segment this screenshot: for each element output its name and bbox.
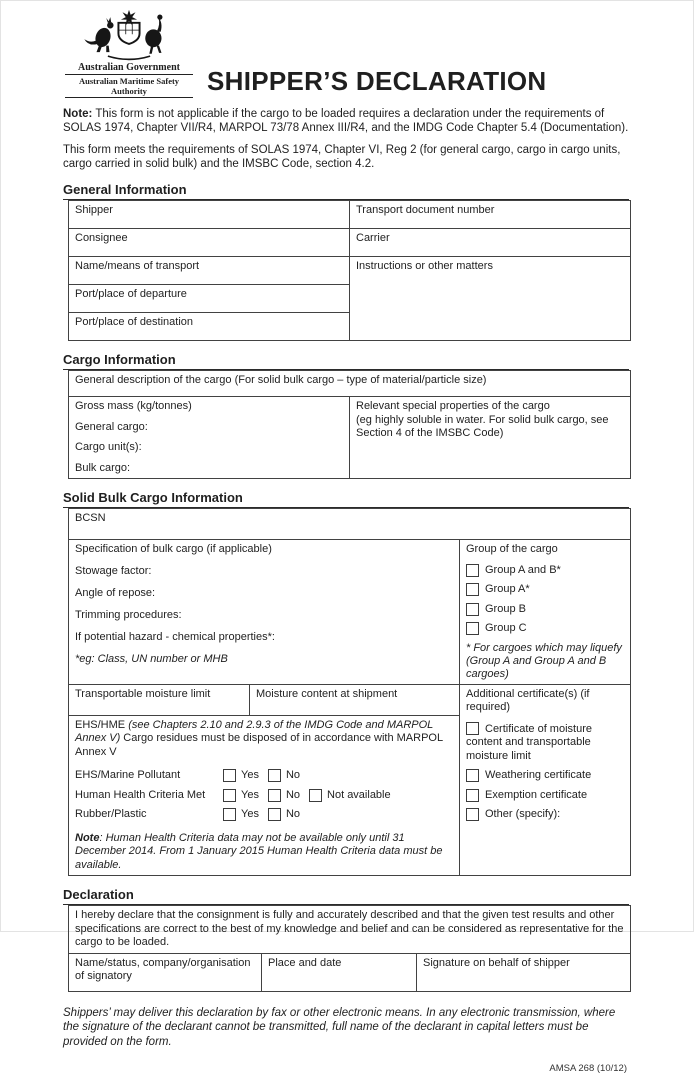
certificate-moisture-option[interactable]	[466, 722, 624, 764]
rubber-no-option[interactable]: No	[268, 808, 300, 822]
checkbox-label: Group C	[485, 622, 527, 634]
moisture-content-label: Moisture content at shipment	[256, 687, 398, 700]
note-label: Note:	[63, 108, 93, 120]
table-row	[69, 540, 631, 685]
checkbox-label: Group A*	[485, 583, 530, 595]
means-of-transport-field[interactable]	[69, 257, 350, 285]
group-a-option[interactable]	[466, 583, 624, 597]
group-a-and-b-option[interactable]	[466, 564, 624, 578]
ehs-hme-text: EHS/HME (see Chapters 2.10 and 2.9.3 of the IMDG Code and MARPOL Annex V) Cargo residues must be disposed of in accordance with MARPOL Annex V	[75, 718, 443, 758]
cargo-group-label: Group of the cargo	[466, 543, 558, 555]
form-page	[1, 1, 693, 1074]
exemption-certificate-checkbox[interactable]	[466, 789, 479, 802]
section-cargo-information	[63, 352, 629, 479]
human-health-criteria-row	[75, 789, 453, 803]
table-row	[69, 371, 631, 397]
checkbox-label: Exemption certificate	[485, 788, 588, 801]
hhc-not-available-checkbox[interactable]	[309, 789, 322, 802]
section-general-information	[63, 182, 629, 341]
additional-certificates-label: Additional certificate(s) (if required)	[466, 687, 590, 713]
table-row	[69, 201, 631, 229]
liquefy-note-line2: (Group A and Group A and B cargoes)	[466, 654, 607, 680]
tml-field[interactable]	[69, 684, 250, 715]
table-row	[69, 257, 631, 285]
ehs-marine-pollutant-row	[75, 769, 453, 783]
human-health-note: Note: Human Health Criteria data may not be available only until 31 December 2014. From 1 January 2015 Human Health Criteria data must be available.	[75, 831, 443, 871]
special-properties-field[interactable]	[350, 397, 631, 479]
bcsn-label: BCSN	[75, 512, 106, 524]
ehs-yes-checkbox[interactable]	[223, 769, 236, 782]
ehs-no-checkbox[interactable]	[268, 769, 281, 782]
certificate-moisture-checkbox[interactable]	[466, 722, 479, 735]
instructions-field[interactable]	[350, 257, 631, 341]
checkbox-label: Weathering certificate	[485, 769, 592, 781]
special-properties-label: Relevant special properties of the cargo	[356, 400, 550, 412]
trimming-procedures-label: Trimming procedures:	[75, 609, 182, 621]
gov-label: Australian Government	[78, 62, 180, 73]
liquefy-note-line1: * For cargoes which may liquefy	[466, 641, 622, 654]
exemption-certificate-option[interactable]	[466, 789, 624, 803]
group-b-option[interactable]	[466, 603, 624, 617]
bulk-cargo-label: Bulk cargo:	[75, 461, 131, 474]
weathering-certificate-checkbox[interactable]	[466, 769, 479, 782]
signatory-field[interactable]	[69, 953, 262, 991]
bulk-specification-label: Specification of bulk cargo (if applicable)	[75, 543, 272, 555]
solid-bulk-heading: Solid Bulk Cargo Information	[63, 490, 629, 508]
port-of-destination-field[interactable]	[69, 313, 350, 341]
applicability-note	[63, 107, 629, 135]
moisture-content-field[interactable]	[250, 684, 460, 715]
general-information-heading: General Information	[63, 182, 629, 200]
cargo-information-heading: Cargo Information	[63, 352, 629, 370]
ehs-marine-pollutant-label: EHS/Marine Pollutant	[75, 769, 181, 781]
coat-of-arms-icon	[70, 9, 188, 61]
logo-divider-bottom	[65, 97, 193, 98]
port-of-destination-label: Port/place of destination	[75, 316, 194, 328]
signatory-label: Name/status, company/organisation of signatory	[75, 956, 251, 982]
rubber-no-checkbox[interactable]	[268, 808, 281, 821]
section-solid-bulk	[63, 490, 629, 876]
ehs-no-option[interactable]: No	[268, 769, 300, 783]
ehs-hme-field	[69, 715, 460, 876]
page-title: SHIPPER’S DECLARATION	[207, 66, 547, 96]
group-a-and-b-checkbox[interactable]	[466, 564, 479, 577]
note-text: This form is not applicable if the cargo to be loaded requires a declaration under the requirements of SOLAS 1974, Chapter VII/R4, MARPOL 73/78 Annex III/R4, and the IMDG Code Chapter 5.4 (Documentation).	[63, 108, 629, 134]
note-label: Note	[75, 831, 100, 844]
port-of-departure-label: Port/place of departure	[75, 288, 187, 300]
gross-mass-field[interactable]	[69, 397, 350, 479]
rubber-plastic-row	[75, 808, 453, 822]
checkbox-label: Other (specify):	[485, 808, 561, 820]
transport-document-number-label: Transport document number	[356, 204, 495, 216]
hhc-not-available-option[interactable]: Not available	[309, 789, 391, 803]
rubber-plastic-label: Rubber/Plastic	[75, 808, 147, 820]
electronic-transmission-note: Shippers’ may deliver this declaration by fax or other electronic means. In any electronic transmission, where the signature of the declarant cannot be transmitted, full name of the declarant in capital letters must be provided on the form.	[63, 1006, 616, 1048]
general-cargo-label: General cargo:	[75, 420, 148, 433]
rubber-yes-checkbox[interactable]	[223, 808, 236, 821]
table-row	[69, 684, 631, 715]
place-and-date-label: Place and date	[268, 956, 342, 969]
header	[63, 9, 629, 99]
hazard-example-note: *eg: Class, UN number or MHB	[75, 653, 228, 665]
signature-field[interactable]	[417, 953, 631, 991]
rubber-yes-option[interactable]: Yes	[223, 808, 259, 822]
weathering-certificate-option[interactable]	[466, 769, 624, 783]
agency-label: Australian Maritime Safety Authority	[78, 76, 180, 96]
hhc-no-checkbox[interactable]	[268, 789, 281, 802]
table-row	[69, 906, 631, 954]
cargo-information-table	[68, 370, 631, 479]
checkbox-label: Group B	[485, 602, 526, 615]
other-specify-option[interactable]	[466, 808, 624, 822]
stowage-factor-label: Stowage factor:	[75, 565, 152, 577]
potential-hazard-label: If potential hazard - chemical properties*:	[75, 631, 275, 643]
declaration-table	[68, 905, 631, 992]
hhc-no-option[interactable]: No	[268, 789, 300, 803]
group-c-option[interactable]	[466, 622, 624, 636]
consignee-field[interactable]	[69, 229, 350, 257]
bulk-specification-field[interactable]	[69, 540, 460, 685]
shipper-field[interactable]	[69, 201, 350, 229]
hhc-yes-checkbox[interactable]	[223, 789, 236, 802]
form-number: AMSA 268 (10/12)	[549, 1063, 627, 1074]
additional-certificates-field	[460, 684, 631, 876]
declaration-statement: I hereby declare that the consignment is fully and accurately described and that the given test results and other specifications are correct to the best of my knowledge and belief and can be considered as representative for the cargo to be loaded.	[69, 906, 631, 954]
cargo-description-label: General description of the cargo (For solid bulk cargo – type of material/particle size)	[75, 374, 487, 386]
port-of-departure-field[interactable]	[69, 285, 350, 313]
carrier-label: Carrier	[356, 232, 390, 244]
logo-divider	[65, 74, 193, 75]
gross-mass-label: Gross mass (kg/tonnes)	[75, 400, 192, 412]
instructions-label: Instructions or other matters	[356, 260, 493, 272]
table-row	[69, 509, 631, 540]
consignee-label: Consignee	[75, 232, 128, 244]
amsa-logo	[63, 9, 195, 99]
group-b-checkbox[interactable]	[466, 603, 479, 616]
section-declaration	[63, 887, 629, 992]
group-c-checkbox[interactable]	[466, 622, 479, 635]
special-properties-note: (eg highly soluble in water. For solid bulk cargo, see Section 4 of the IMSBC Code)	[356, 413, 609, 439]
solid-bulk-table	[68, 508, 631, 876]
hhc-yes-option[interactable]: Yes	[223, 789, 259, 803]
angle-of-repose-label: Angle of repose:	[75, 587, 156, 599]
table-row	[69, 953, 631, 991]
cargo-description-field[interactable]	[69, 371, 631, 397]
carrier-field[interactable]	[350, 229, 631, 257]
intro	[63, 107, 629, 171]
ehs-yes-option[interactable]: Yes	[223, 769, 259, 783]
tml-label: Transportable moisture limit	[75, 687, 211, 700]
place-and-date-field[interactable]	[262, 953, 417, 991]
transport-document-number-field[interactable]	[350, 201, 631, 229]
cargo-units-label: Cargo unit(s):	[75, 441, 142, 453]
table-row	[69, 397, 631, 479]
checkbox-label: Certificate of moisture content and transportable moisture limit	[466, 722, 592, 762]
checkbox-label: Group A and B*	[485, 563, 561, 576]
human-health-criteria-label: Human Health Criteria Met	[75, 788, 206, 801]
general-information-table	[68, 200, 631, 341]
other-specify-checkbox[interactable]	[466, 808, 479, 821]
declaration-heading: Declaration	[63, 887, 629, 905]
table-row	[69, 229, 631, 257]
means-of-transport-label: Name/means of transport	[75, 260, 200, 272]
cargo-group-field	[460, 540, 631, 685]
signature-label: Signature on behalf of shipper	[423, 956, 570, 969]
shipper-label: Shipper	[75, 204, 113, 216]
group-a-checkbox[interactable]	[466, 583, 479, 596]
bcsn-field[interactable]	[69, 509, 631, 540]
requirements-note: This form meets the requirements of SOLAS 1974, Chapter VI, Reg 2 (for general cargo, cargo in cargo units, cargo carried in solid bulk) and the IMSBC Code, section 4.2.	[63, 144, 621, 170]
